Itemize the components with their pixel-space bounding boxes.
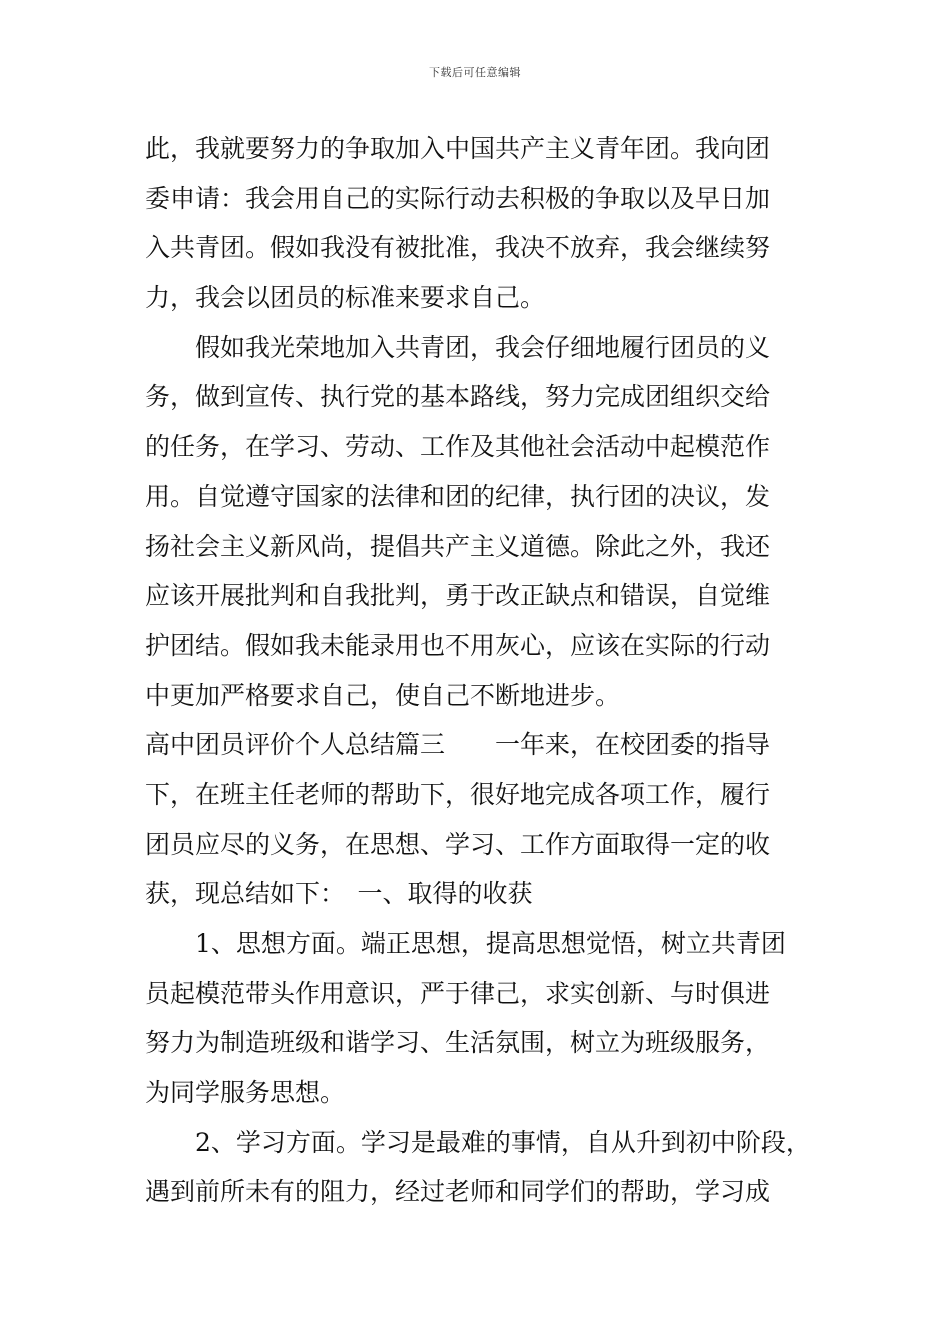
text-line-11: 护团结。假如我未能录用也不用灰心，应该在实际的行动 bbox=[145, 630, 771, 660]
text-line-20: 为同学服务思想。 bbox=[145, 1078, 346, 1108]
text-line-18: 员起模范带头作用意识，严于律己，求实创新、与时俱进 bbox=[145, 978, 771, 1008]
text-line-10: 应该开展批判和自我批判，勇于改正缺点和错误，自觉维 bbox=[145, 581, 771, 611]
text-line-5: 假如我光荣地加入共青团，我会仔细地履行团员的义 bbox=[195, 332, 771, 362]
text-line-12: 中更加严格要求自己，使自己不断地进步。 bbox=[145, 680, 621, 710]
text-line-22: 遇到前所未有的阻力，经过老师和同学们的帮助，学习成 bbox=[145, 1177, 771, 1207]
text-line-21: 2、学习方面。学习是最难的事情，自从升到初中阶段， bbox=[195, 1127, 811, 1157]
text-line-17: 1、思想方面。端正思想，提高思想觉悟，树立共青团 bbox=[195, 929, 786, 958]
document-body bbox=[145, 124, 835, 1217]
text-line-9: 扬社会主义新风尚，提倡共产主义道德。除此之外，我还 bbox=[145, 531, 771, 561]
text-line-6: 务，做到宣传、执行党的基本路线，努力完成团组织交给 bbox=[145, 382, 771, 412]
text-line-16: 获，现总结如下： 一、取得的收获 bbox=[145, 879, 533, 909]
text-line-3: 入共青团。假如我没有被批准，我决不放弃，我会继续努 bbox=[145, 233, 771, 263]
text-line-7: 的任务，在学习、劳动、工作及其他社会活动中起模范作 bbox=[145, 432, 771, 462]
text-line-4: 力，我会以团员的标准来要求自己。 bbox=[145, 283, 546, 313]
text-line-1: 此，我就要努力的争取加入中国共产主义青年团。我向团 bbox=[145, 134, 771, 163]
text-line-8: 用。自觉遵守国家的法律和团的纪律，执行团的决议，发 bbox=[145, 481, 771, 511]
text-line-19: 努力为制造班级和谐学习、生活氛围，树立为班级服务， bbox=[145, 1028, 771, 1058]
page-header: 下载后可任意编辑 bbox=[429, 66, 521, 79]
text-line-2: 委申请：我会用自己的实际行动去积极的争取以及早日加 bbox=[145, 183, 771, 213]
text-line-14: 下，在班主任老师的帮助下，很好地完成各项工作，履行 bbox=[145, 779, 771, 809]
text-line-15: 团员应尽的义务，在思想、学习、工作方面取得一定的收 bbox=[145, 829, 771, 859]
text-line-13: 高中团员评价个人总结篇三 一年来，在校团委的指导 bbox=[145, 730, 771, 760]
